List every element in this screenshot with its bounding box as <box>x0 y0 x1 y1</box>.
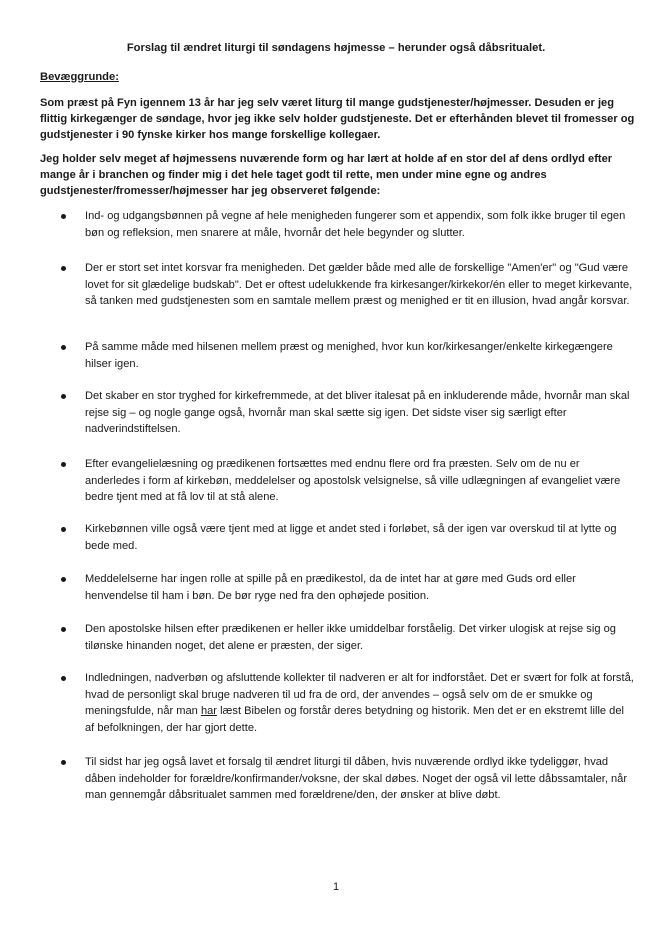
list-item <box>60 670 634 737</box>
list-item <box>60 754 634 804</box>
list-item-text: Til sidst har jeg også lavet et forsalg til ændret liturgi til dåben, hvis nuværende ordlyd ikke tydeliggør, hvad dåben indeholder for forældre/konfirmander/voksne, der skal døbes. Noget der også vil lette dåbssamtaler, når man gennemgår dåbsritualet sammen med forældrene/den, der ønsker at blive døbt. <box>85 756 628 802</box>
intro-paragraph: Som præst på Fyn igennem 13 år har jeg selv været liturg til mange gudstjenester/højmesser. Desuden er jeg flittig kirkegænger de søndage, hvor jeg ikke selv holder gudstjeneste. Det er efterhånden blevet til fromesser og gudstjenester i 90 fynske kirker hos mange forskellige kollegaer. <box>40 97 635 141</box>
list-item-text: Den apostolske hilsen efter prædikenen er heller ikke umiddelbar forståelig. Det virker ulogisk at rejse sig og tilønske hinanden noget, det alene er præsten, der siger. <box>85 623 616 652</box>
list-item <box>60 571 634 604</box>
intro-paragraph: Jeg holder selv meget af højmessens nuværende form og har lært at holde af en stor del af dens ordlyd efter mange år i branchen og finder mig i det hele taget godt til rette, men under mine egne og andres gudstjenester/fromesser/højmesser har jeg observeret følgende: <box>40 153 613 197</box>
list-item-text: Det skaber en stor tryghed for kirkefremmede, at det bliver italesat på en inkluderende måde, hvornår man skal rejse sig – og nogle gange også, hvornår man skal sætte sig igen. Det sidste viser sig særligt efter nadverindstiftelsen. <box>85 390 630 436</box>
list-item <box>60 208 634 241</box>
list-item-text <box>85 670 634 737</box>
list-item <box>60 456 634 506</box>
text-segment: læst Bibelen og forstår deres betydning og historik. Men det er en ekstremt lille del af befolkningen, der har gjort dette. <box>85 705 624 735</box>
list-item-text: Meddelelserne har ingen rolle at spille på en prædikestol, da de intet har at gøre med Guds ord eller henvendelse til ham i bøn. De bør ryge ned fra den ophøjede position. <box>85 573 576 602</box>
list-item <box>60 388 634 438</box>
underlined-word: har <box>200 705 217 718</box>
list-item <box>60 260 634 310</box>
text-segment: Indledningen, nadverbøn og afsluttende kollekter til nadveren er alt for indforstået. Det er svært for folk at forstå, hvad de personligt skal bruge nadveren til ud fra de ord, der anvendes – også selv om de er smukke og meningsfulde, når man <box>85 672 634 718</box>
list-item <box>60 339 634 372</box>
list-item-text: Ind- og udgangsbønnen på vegne af hele menigheden fungerer som et appendix, som folk ikke bruger til egen bøn og refleksion, men snarere at måle, hvornår det hele begynder og slutter. <box>85 210 626 239</box>
list-item <box>60 521 634 554</box>
section-heading: Bevæggrunde: <box>40 71 119 83</box>
list-item <box>60 621 634 654</box>
page-number: 1 <box>332 881 340 893</box>
list-item-text: Kirkebønnen ville også være tjent med at ligge et andet sted i forløbet, så der igen var overskud til at lytte og bede med. <box>85 523 617 552</box>
document-title: Forslag til ændret liturgi til søndagens højmesse – herunder også dåbsritualet. <box>126 42 546 54</box>
list-item-text: Der er stort set intet korsvar fra menigheden. Det gælder både med alle de forskellige "Amen'er" og "Gud være lovet for sit glædelige budskab". Det er oftest udelukkende fra kirkesanger/kirkekor/én eller to meget kirkevante, så tanken med gudstjenesten som en samtale mellem præst og menighed er tit en illusion, hvad angår korsvar. <box>85 262 633 308</box>
list-item-text: Efter evangelielæsning og prædikenen fortsættes med endnu flere ord fra præsten. Selv om de nu er anderledes i form af kirkebøn, meddelelser og apostolsk velsignelse, så ville udlægningen af evangeliet være bedre tjent med at få lov til at stå alene. <box>85 458 621 504</box>
list-item-text: På samme måde med hilsenen mellem præst og menighed, hvor kun kor/kirkesanger/enkelte kirkegængere hilser igen. <box>85 341 613 370</box>
